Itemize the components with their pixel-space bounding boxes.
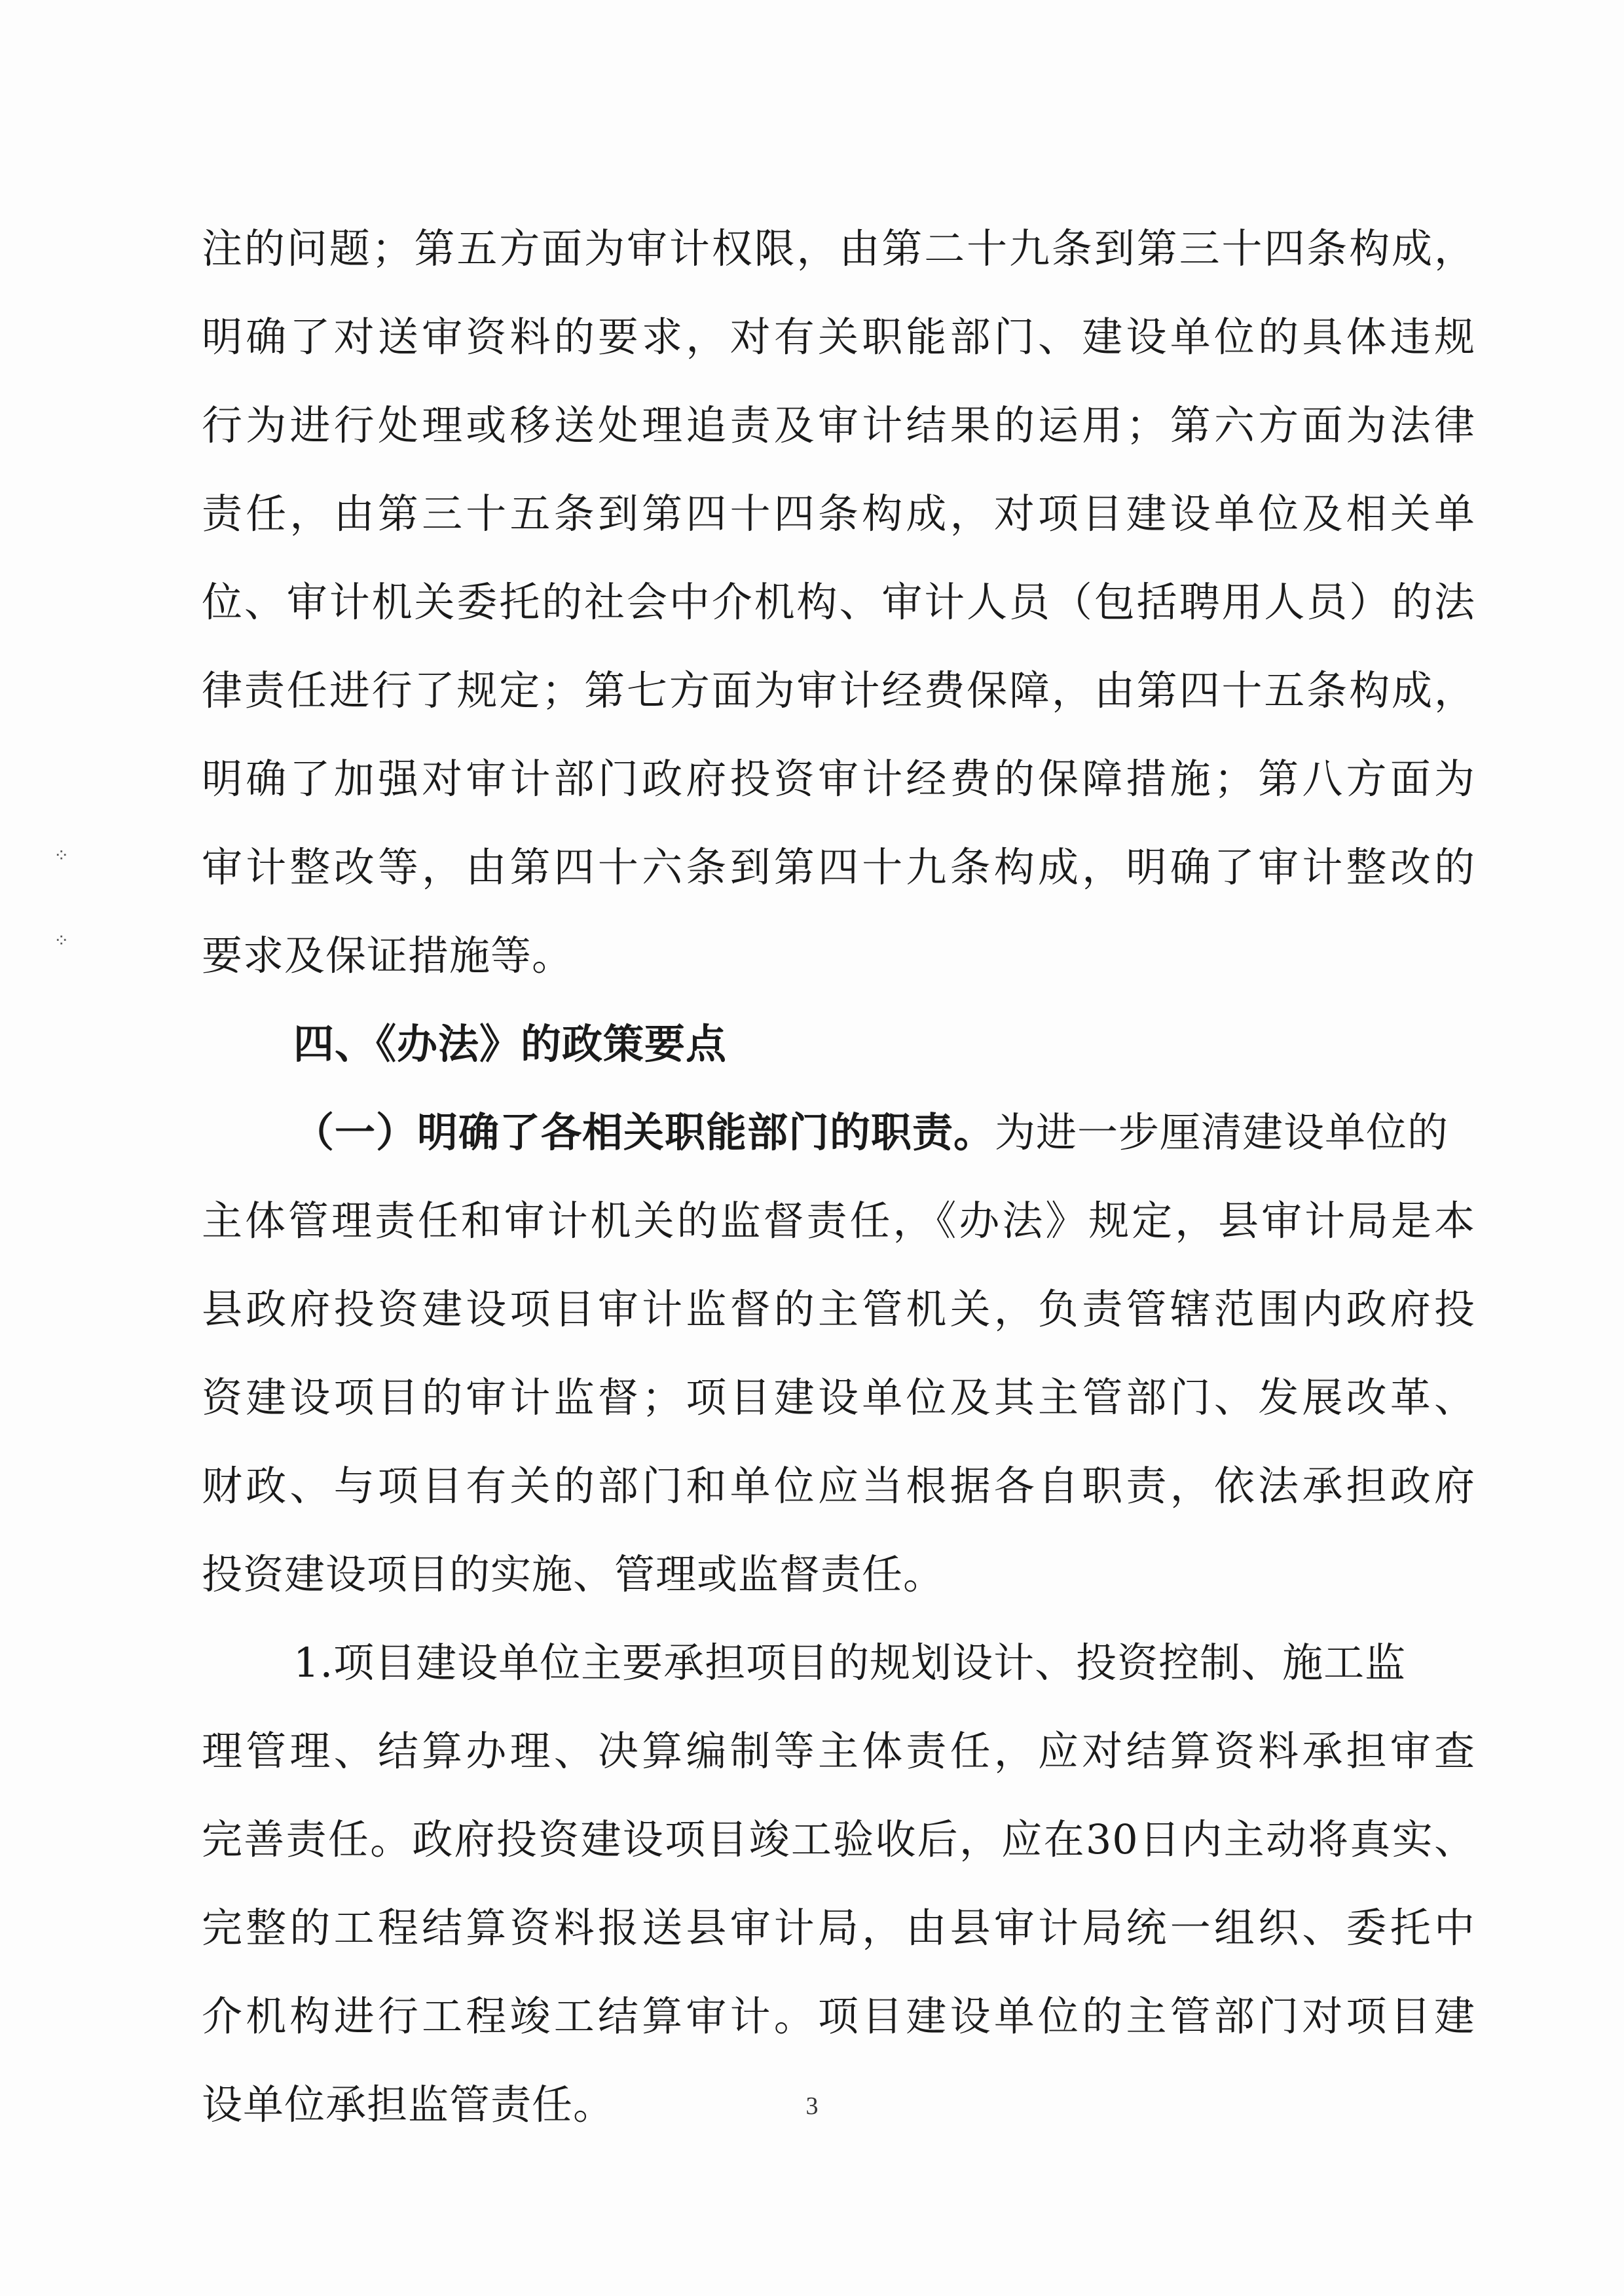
- paragraph-line: 资建设项目的审计监督；项目建设单位及其主管部门、发展改革、: [202, 1374, 1475, 1421]
- list-item-first-line: 1.项目建设单位主要承担项目的规划设计、投资控制、施工监: [293, 1639, 1407, 1686]
- paragraph-line: 责任，由第三十五条到第四十四条构成，对项目建设单位及相关单: [202, 490, 1475, 538]
- paragraph-line: 审计整改等，由第四十六条到第四十九条构成，明确了审计整改的: [202, 843, 1475, 891]
- subsection-text: 为进一步厘清建设单位的: [995, 1108, 1449, 1156]
- section-heading: 四、《办法》的政策要点: [293, 1020, 728, 1068]
- scan-speck: ⁘: [54, 930, 69, 951]
- page-number: 3: [805, 2092, 819, 2120]
- subsection-heading: （一）明确了各相关职能部门的职责。: [293, 1108, 995, 1156]
- paragraph-line: 财政、与项目有关的部门和单位应当根据各自职责，依法承担政府: [202, 1462, 1475, 1510]
- paragraph-line: 律责任进行了规定；第七方面为审计经费保障，由第四十五条构成，: [202, 666, 1475, 714]
- paragraph-line: 要求及保证措施等。: [202, 932, 574, 979]
- paragraph-line: 主体管理责任和审计机关的监督责任，《办法》规定，县审计局是本: [202, 1197, 1475, 1245]
- paragraph-line: 县政府投资建设项目审计监督的主管机关，负责管辖范围内政府投: [202, 1285, 1475, 1333]
- paragraph-line: 注的问题；第五方面为审计权限，由第二十九条到第三十四条构成，: [202, 225, 1475, 272]
- paragraph-line: 理管理、结算办理、决算编制等主体责任，应对结算资料承担审查: [202, 1727, 1475, 1775]
- paragraph-line: 位、审计机关委托的社会中介机构、审计人员（包括聘用人员）的法: [202, 578, 1475, 626]
- paragraph-line: 投资建设项目的实施、管理或监督责任。: [202, 1550, 945, 1598]
- paragraph-line: 行为进行处理或移送处理追责及审计结果的运用；第六方面为法律: [202, 401, 1475, 449]
- paragraph-line: 设单位承担监管责任。: [202, 2081, 615, 2128]
- paragraph-line: 明确了加强对审计部门政府投资审计经费的保障措施；第八方面为: [202, 755, 1475, 803]
- paragraph-line: 明确了对送审资料的要求，对有关职能部门、建设单位的具体违规: [202, 313, 1475, 361]
- paragraph-line: 完整的工程结算资料报送县审计局，由县审计局统一组织、委托中: [202, 1904, 1475, 1952]
- paragraph-line: 完善责任。政府投资建设项目竣工验收后，应在30日内主动将真实、: [202, 1815, 1475, 1863]
- scan-speck: ⁘: [54, 845, 69, 866]
- paragraph-line: 介机构进行工程竣工结算审计。项目建设单位的主管部门对项目建: [202, 1992, 1475, 2040]
- subsection-first-line: [202, 1100, 1475, 1165]
